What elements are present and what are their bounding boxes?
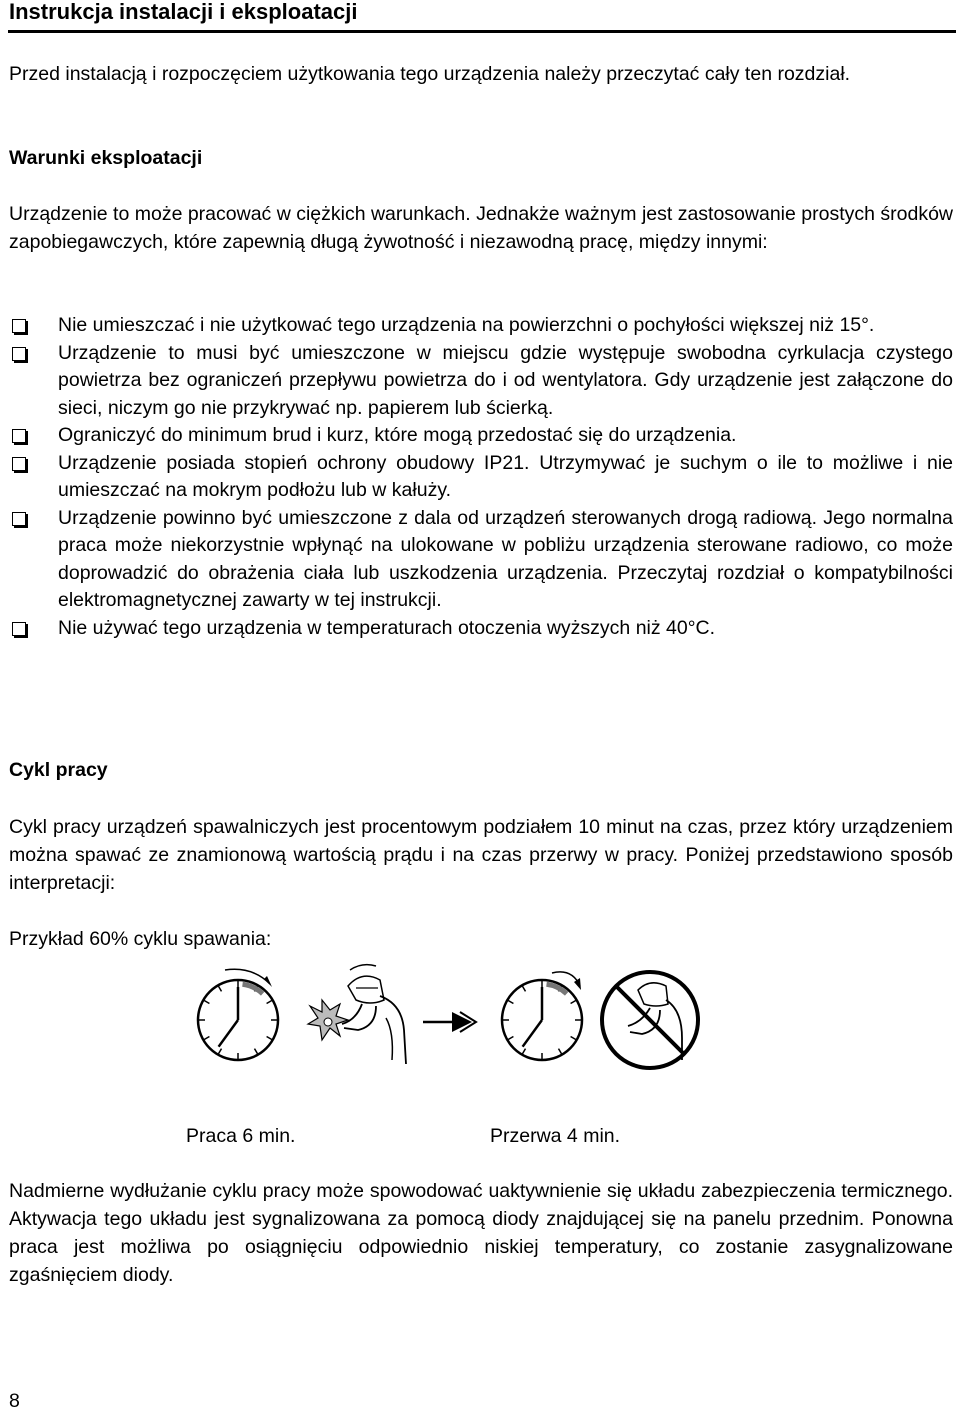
list-item xyxy=(9,505,953,615)
clock-tick xyxy=(571,1037,576,1040)
clock-tick xyxy=(508,1037,513,1040)
checkbox-bullet-icon xyxy=(12,512,26,526)
clock-tick xyxy=(571,1001,576,1004)
clock-tick xyxy=(204,1037,209,1040)
duty-cycle-closing-paragraph: Nadmierne wydłużanie cyklu pracy może spowodować uaktywnienie się układu zabezpieczenia termicznego. Aktywacja tego układu jest sygnalizowana za pomocą diody znajdującej się na panelu przednim. Ponowna praca jest możliwa po osiągnięciu odpowiednio niskiej temperatury, co zostanie zasygnalizowane zgaśnięciem diody. xyxy=(9,1180,953,1286)
list-item-text: Nie używać tego urządzenia w temperaturach otoczenia wyższych niż 40°C. xyxy=(58,616,716,639)
work-clock-icon xyxy=(198,969,278,1060)
list-item xyxy=(9,312,953,340)
clock-tick xyxy=(523,1049,526,1054)
list-item xyxy=(9,340,953,423)
checkbox-bullet-icon xyxy=(12,347,26,361)
clock-hand-end xyxy=(219,1020,238,1047)
page-number: 8 xyxy=(9,1390,20,1412)
clock-tick xyxy=(508,1001,513,1004)
checkbox-bullet-icon xyxy=(12,457,26,471)
operating-conditions-paragraph: Urządzenie to może pracować w ciężkich warunkach. Jednakże ważnym jest zastosowanie prostych środków zapobiegawczych, które zapewnią długą żywotność i niezawodną pracę, między innymi: xyxy=(9,203,953,253)
list-item xyxy=(9,450,953,505)
welder-working-icon xyxy=(308,965,406,1064)
clock-tick xyxy=(219,1049,222,1054)
duty-cycle-illustration xyxy=(180,960,720,1110)
sequence-arrow-icon xyxy=(423,1012,476,1032)
work-caption: Praca 6 min. xyxy=(186,1125,296,1147)
operating-conditions-list xyxy=(9,312,953,642)
clock-tick xyxy=(267,1037,272,1040)
clock-tick xyxy=(559,1049,562,1054)
clock-tick xyxy=(523,986,526,991)
list-item-text: Urządzenie powinno być umieszczone z dala od urządzeń sterowanych drogą radiową. Jego normalna praca może niekorzystnie wpłynąć na ulokowane w pobliżu urządzenia sterowane radiowo, co może doprowadzić do obrażenia ciała lub uszkodzenia urządzenia. Przeczytaj rozdział o kompatybilności elektromagnetycznej zawarty w tej instrukcji. xyxy=(58,506,953,611)
arrow-head-icon xyxy=(264,976,272,987)
clock-tick xyxy=(204,1001,209,1004)
section-heading-duty-cycle: Cykl pracy xyxy=(9,759,108,781)
intro-paragraph: Przed instalacją i rozpoczęciem użytkowania tego urządzenia należy przeczytać cały ten rozdział. xyxy=(9,63,851,85)
list-item-text: Ograniczyć do minimum brud i kurz, które mogą przedostać się do urządzenia. xyxy=(58,424,737,446)
list-item-text: Nie umieszczać i nie użytkować tego urządzenia na powierzchni o pochyłości większej niż 15°. xyxy=(58,314,875,336)
section-heading-operating-conditions: Warunki eksploatacji xyxy=(9,147,203,169)
list-item-text: Urządzenie posiada stopień ochrony obudowy IP21. Utrzymywać je suchym o ile to możliwe i nie umieszczać na mokrym podłożu lub w kałuży. xyxy=(58,451,953,501)
clock-hand-start xyxy=(523,1020,542,1047)
no-welding-icon xyxy=(602,972,698,1068)
clock-tick xyxy=(267,1001,272,1004)
checkbox-bullet-icon xyxy=(12,429,26,443)
arrow-head-icon xyxy=(574,978,581,990)
page-title: Instrukcja instalacji i eksploatacji xyxy=(9,0,358,24)
title-underline xyxy=(8,30,956,33)
rest-clock-icon xyxy=(502,972,582,1060)
checkbox-bullet-icon xyxy=(12,622,26,636)
clock-tick xyxy=(219,986,222,991)
rest-caption: Przerwa 4 min. xyxy=(490,1125,621,1147)
duty-cycle-paragraph: Cykl pracy urządzeń spawalniczych jest procentowym podziałem 10 minut na czas, przez który urządzeniem można spawać ze znamionową wartością prądu i na czas przerwy w pracy. Poniżej przedstawiono sposób interpretacji: xyxy=(9,816,953,894)
list-item xyxy=(9,422,953,450)
list-item xyxy=(9,615,953,643)
duty-cycle-example-label: Przykład 60% cyklu spawania: xyxy=(9,928,272,950)
list-item-text: Urządzenie to musi być umieszczone w miejscu gdzie występuje swobodna cyrkulacja czystego powietrza bez ograniczeń przepływu powietrza do i od wentylatora. Gdy urządzenie jest załączone do sieci, niczym go nie przykrywać np. papierem lub ścierką. xyxy=(58,341,953,419)
clock-tick xyxy=(255,1049,258,1054)
checkbox-bullet-icon xyxy=(12,319,26,333)
